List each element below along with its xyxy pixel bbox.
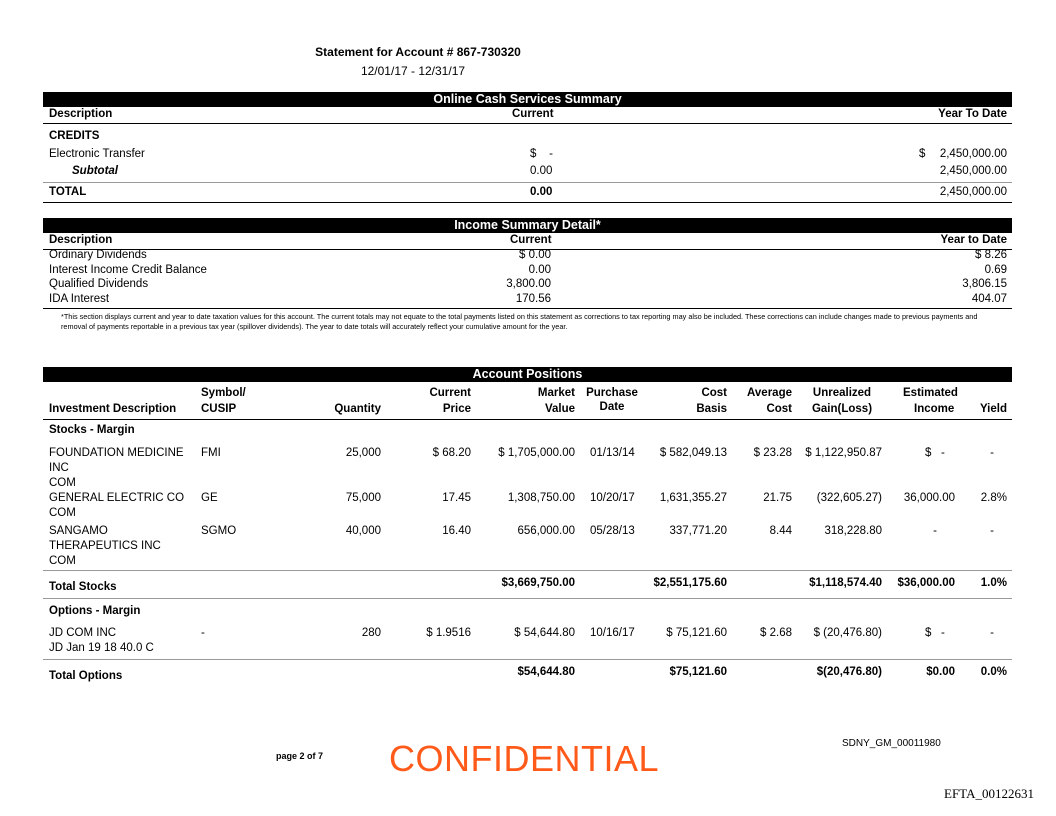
row-desc: GENERAL ELECTRIC CO: [49, 492, 185, 504]
row-desc: JD Jan 19 18 40.0 C: [49, 642, 154, 654]
row-date: 01/13/14: [590, 447, 635, 459]
total-options-unreal: $(20,476.80): [816, 666, 882, 678]
row-price: $ 1.9516: [426, 627, 471, 639]
credits-label: CREDITS: [49, 130, 100, 142]
total-options-market: $54,644.80: [517, 666, 575, 678]
row-symbol: GE: [201, 492, 218, 504]
income-ytd: $ 8.26: [975, 249, 1007, 261]
income-summary-section: [43, 218, 1012, 331]
row-avg: $ 2.68: [760, 627, 792, 639]
col-ytd: Year To Date: [938, 108, 1007, 120]
col-current: Current: [510, 234, 552, 246]
hdr-symbol-1: Symbol/: [201, 387, 246, 399]
row-avg: 21.75: [763, 492, 792, 504]
total-options-income: $0.00: [926, 666, 955, 678]
divider: [43, 123, 1012, 124]
total-options-yield: 0.0%: [980, 666, 1007, 678]
row-income: $ -: [925, 627, 945, 639]
hdr-cost-2: Basis: [696, 403, 727, 415]
hdr-unreal-1: Unrealized: [812, 387, 872, 399]
cash-summary-bar: Online Cash Services Summary: [43, 92, 1012, 107]
col-description: Description: [49, 234, 113, 246]
page-number: page 2 of 7: [276, 751, 324, 761]
total-current: 0.00: [530, 186, 553, 198]
hdr-market-1: Market: [537, 387, 575, 399]
row-market: $ 54,644.80: [514, 627, 575, 639]
row-price: 17.45: [442, 492, 471, 504]
hdr-investment-description: Investment Description: [49, 403, 177, 415]
total-row: [43, 186, 1012, 202]
positions-bar: Account Positions: [43, 367, 1012, 382]
income-label: Ordinary Dividends: [49, 249, 147, 261]
divider: [43, 659, 1012, 660]
options-margin-label: Options - Margin: [49, 605, 141, 617]
total-label: TOTAL: [49, 186, 87, 198]
total-stocks-market: $3,669,750.00: [501, 577, 575, 589]
row-market: 656,000.00: [517, 525, 575, 537]
row-price: 16.40: [442, 525, 471, 537]
income-label: IDA Interest: [49, 293, 110, 305]
row-market: 1,308,750.00: [507, 492, 575, 504]
income-current: $ 0.00: [519, 249, 551, 261]
hdr-yield: Yield: [979, 403, 1007, 415]
income-summary-bar: Income Summary Detail*: [43, 218, 1012, 233]
income-row: [43, 293, 1012, 309]
income-ytd: 404.07: [971, 293, 1007, 305]
row-quantity: 40,000: [345, 525, 381, 537]
row-desc: COM: [49, 507, 76, 519]
income-row: [43, 249, 1012, 265]
statement-title: Statement for Account # 867-730320: [315, 45, 521, 59]
hdr-quantity: Quantity: [334, 403, 381, 415]
electronic-transfer-ytd-sign: $: [919, 148, 926, 160]
row-yield: 2.8%: [980, 492, 1007, 504]
income-footnote: *This section displays current and year to date taxation values for this account. The current totals may not equate to the total payments listed on this statement as corrections to tax reporting may also be included. These corrections can include changes made to previous payments and removal of payments reportable in a previous tax year (spillover dividends). The year to date totals will accurately reflect your cumulative amount for the year.: [61, 312, 978, 331]
income-ytd: 0.69: [984, 264, 1007, 276]
row-symbol: FMI: [201, 447, 221, 459]
row-yield: -: [990, 525, 994, 537]
row-symbol: -: [201, 627, 205, 639]
row-quantity: 25,000: [345, 447, 381, 459]
divider: [43, 570, 1012, 571]
hdr-price-2: Price: [442, 403, 471, 415]
row-cost: 337,771.20: [669, 525, 727, 537]
subtotal-current: 0.00: [530, 165, 553, 177]
row-unreal: $ 1,122,950.87: [805, 447, 882, 459]
row-yield: -: [990, 447, 994, 459]
cash-summary-section: [43, 92, 1012, 198]
cash-summary-header-row: [43, 108, 1012, 124]
hdr-estimated: Estimated: [903, 387, 958, 399]
hdr-income: Income: [914, 403, 955, 415]
income-header-row: [43, 234, 1012, 250]
income-row: [43, 278, 1012, 294]
electronic-transfer-current: $ -: [530, 148, 554, 160]
divider: [43, 419, 1012, 420]
total-options-cost: $75,121.60: [669, 666, 727, 678]
row-date: 10/16/17: [590, 627, 635, 639]
electronic-transfer-row: [43, 148, 1012, 164]
electronic-transfer-label: Electronic Transfer: [49, 148, 145, 160]
row-income: $ -: [925, 447, 945, 459]
row-desc: SANGAMO: [49, 525, 108, 537]
col-ytd: Year to Date: [940, 234, 1007, 246]
row-cost: $ 75,121.60: [666, 627, 727, 639]
total-stocks-label: Total Stocks: [49, 581, 117, 593]
row-unreal: 318,228.80: [824, 525, 882, 537]
row-cost: $ 582,049.13: [659, 447, 727, 459]
total-stocks-cost: $2,551,175.60: [653, 577, 727, 589]
row-quantity: 75,000: [345, 492, 381, 504]
row-avg: 8.44: [769, 525, 792, 537]
row-price: $ 68.20: [432, 447, 471, 459]
income-label: Qualified Dividends: [49, 278, 149, 290]
col-current: Current: [512, 108, 554, 120]
subtotal-ytd: 2,450,000.00: [939, 165, 1007, 177]
row-desc: JD COM INC: [49, 627, 117, 639]
bates-number: SDNY_GM_00011980: [842, 738, 941, 749]
row-desc: THERAPEUTICS INC: [49, 540, 161, 552]
hdr-cost-1: Cost: [701, 387, 727, 399]
confidential-stamp: CONFIDENTIAL: [389, 738, 660, 779]
hdr-symbol-2: CUSIP: [201, 403, 237, 415]
row-avg: $ 23.28: [753, 447, 792, 459]
income-current: 170.56: [515, 293, 551, 305]
hdr-avg-2: Cost: [766, 403, 792, 415]
row-income: 36,000.00: [903, 492, 955, 504]
subtotal-label: Subtotal: [72, 165, 118, 177]
income-current: 3,800.00: [506, 278, 551, 290]
total-stocks-unreal: $1,118,574.40: [809, 577, 882, 589]
row-market: $ 1,705,000.00: [498, 447, 575, 459]
col-description: Description: [49, 108, 113, 120]
row-desc: FOUNDATION MEDICINE: [49, 447, 184, 459]
income-label: Interest Income Credit Balance: [49, 264, 207, 276]
divider: [43, 202, 1012, 203]
efta-number: EFTA_00122631: [944, 786, 1034, 801]
row-desc: COM: [49, 477, 76, 489]
hdr-price-1: Current: [429, 387, 471, 399]
total-ytd: 2,450,000.00: [939, 186, 1007, 198]
row-date: 10/20/17: [590, 492, 635, 504]
divider: [43, 308, 1012, 309]
row-unreal: (322,605.27): [816, 492, 882, 504]
hdr-unreal-2: Gain(Loss): [811, 403, 873, 415]
row-yield: -: [990, 627, 994, 639]
total-stocks-yield: 1.0%: [980, 577, 1007, 589]
total-options-label: Total Options: [49, 670, 123, 682]
credits-label-row: [43, 130, 1012, 146]
hdr-purchase-1: Purchase: [586, 387, 638, 399]
total-stocks-income: $36,000.00: [897, 577, 955, 589]
divider: [43, 598, 1012, 599]
income-current: 0.00: [528, 264, 551, 276]
row-quantity: 280: [361, 627, 381, 639]
hdr-avg-1: Average: [747, 387, 792, 399]
row-desc: INC: [49, 462, 69, 474]
positions-section: [43, 367, 1012, 687]
hdr-market-2: Value: [544, 403, 575, 415]
row-unreal: $ (20,476.80): [813, 627, 882, 639]
divider: [43, 182, 1012, 183]
row-cost: 1,631,355.27: [659, 492, 727, 504]
statement-period: 12/01/17 - 12/31/17: [360, 64, 466, 78]
electronic-transfer-ytd: 2,450,000.00: [939, 148, 1007, 160]
income-ytd: 3,806.15: [962, 278, 1007, 290]
row-symbol: SGMO: [201, 525, 237, 537]
stocks-margin-label: Stocks - Margin: [49, 424, 135, 436]
subtotal-row: [43, 165, 1012, 181]
row-date: 05/28/13: [590, 525, 635, 537]
row-income: -: [933, 525, 937, 537]
row-desc: COM: [49, 555, 76, 567]
hdr-purchase-2: Date: [599, 401, 625, 413]
